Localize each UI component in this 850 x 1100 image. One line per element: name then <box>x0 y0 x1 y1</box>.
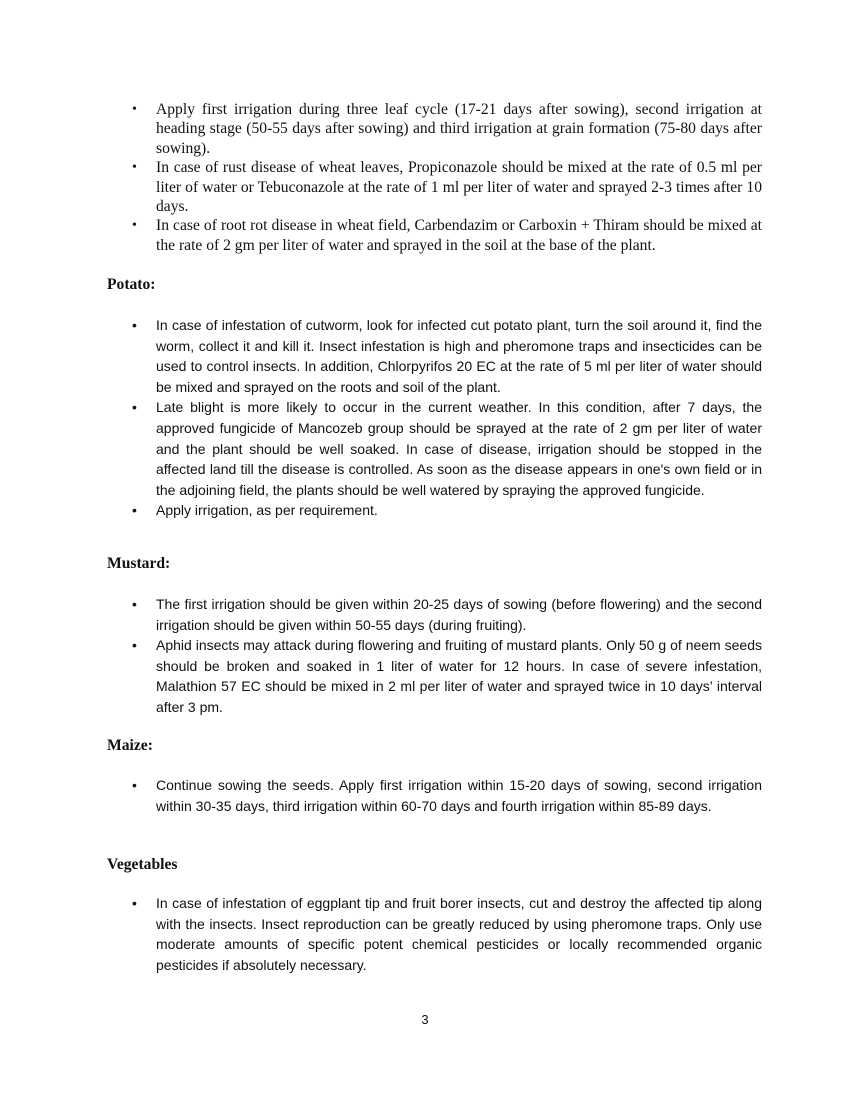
bullet-text: In case of infestation of cutworm, look for infected cut potato plant, turn the soil around it, find the worm, collect it and kill it. Insect infestation is high and pheromone traps and insecticides can be used to control insects. In addition, Chlorpyrifos 20 EC at the rate of 5 ml per liter of water should be mixed and sprayed on the roots and soil of the plant. <box>156 317 762 395</box>
bullet-text: Apply first irrigation during three leaf cycle (17-21 days after sowing), second irrigation at heading stage (50-55 days after sowing) and third irrigation at grain formation (75-80 days after sowing). <box>156 101 762 157</box>
vegetables-bullet-list <box>107 893 762 975</box>
bullet-text: In case of infestation of eggplant tip and fruit borer insects, cut and destroy the affected tip along with the insects. Insect reproduction can be greatly reduced by using pheromone traps. Only use moderate amounts of specific potent chemical pesticides or locally recommended organic pesticides if absolutely necessary. <box>156 895 762 973</box>
wheat-bullet-list <box>107 100 762 255</box>
list-item <box>107 100 762 158</box>
section-heading-maize: Maize: <box>107 737 153 754</box>
bullet-text: In case of rust disease of wheat leaves, Propiconazole should be mixed at the rate of 0.5 ml per liter of water or Tebuconazole at the rate of 1 ml per liter of water and sprayed 2-3 times after 10 days. <box>156 159 762 216</box>
section-heading-potato: Potato: <box>107 276 156 293</box>
maize-bullet-list <box>107 775 762 816</box>
list-item <box>107 635 762 717</box>
list-item <box>107 158 762 216</box>
bullet-icon: • <box>132 502 137 519</box>
bullet-text: The first irrigation should be given within 20-25 days of sowing (before flowering) and the second irrigation should be given within 50-55 days (during fruiting). <box>156 596 762 633</box>
bullet-icon: • <box>132 317 137 333</box>
bullet-icon: • <box>132 160 137 176</box>
bullet-icon: • <box>132 102 137 117</box>
list-item <box>107 893 762 975</box>
bullet-icon: • <box>132 596 137 612</box>
list-item <box>107 500 762 521</box>
bullet-icon: • <box>132 777 137 793</box>
mustard-bullet-list <box>107 594 762 718</box>
bullet-text: Aphid insects may attack during flowering and fruiting of mustard plants. Only 50 g of neem seeds should be broken and soaked in 1 liter of water for 12 hours. In case of severe infestation, Malathion 57 EC should be mixed in 2 ml per liter of water and sprayed twice in 10 days’ interval after 3 pm. <box>156 637 762 715</box>
bullet-icon: • <box>132 218 137 234</box>
list-item <box>107 315 762 397</box>
bullet-icon: • <box>132 637 137 654</box>
bullet-icon: • <box>132 895 137 911</box>
section-heading-mustard: Mustard: <box>107 555 171 572</box>
list-item <box>107 594 762 635</box>
page-number: 3 <box>421 1012 429 1027</box>
list-item <box>107 216 762 255</box>
list-item <box>107 397 762 500</box>
bullet-text: Apply irrigation, as per requirement. <box>156 502 378 519</box>
list-item <box>107 775 762 816</box>
bullet-text: Late blight is more likely to occur in the current weather. In this condition, after 7 days, the approved fungicide of Mancozeb group should be sprayed at the rate of 2 gm per liter of water and the plant should be well soaked. In case of disease, irrigation should be stopped in the affected land till the disease is controlled. As soon as the disease appears in one's own field or in the adjoining field, the plants should be well watered by spraying the approved fungicide. <box>156 399 762 498</box>
potato-bullet-list <box>107 315 762 521</box>
bullet-icon: • <box>132 399 137 416</box>
bullet-text: In case of root rot disease in wheat field, Carbendazim or Carboxin + Thiram should be mixed at the rate of 2 gm per liter of water and sprayed in the soil at the base of the plant. <box>156 217 762 254</box>
section-heading-vegetables: Vegetables <box>107 856 178 873</box>
bullet-text: Continue sowing the seeds. Apply first irrigation within 15-20 days of sowing, second irrigation within 30-35 days, third irrigation within 60-70 days and fourth irrigation within 85-89 days. <box>156 777 762 814</box>
